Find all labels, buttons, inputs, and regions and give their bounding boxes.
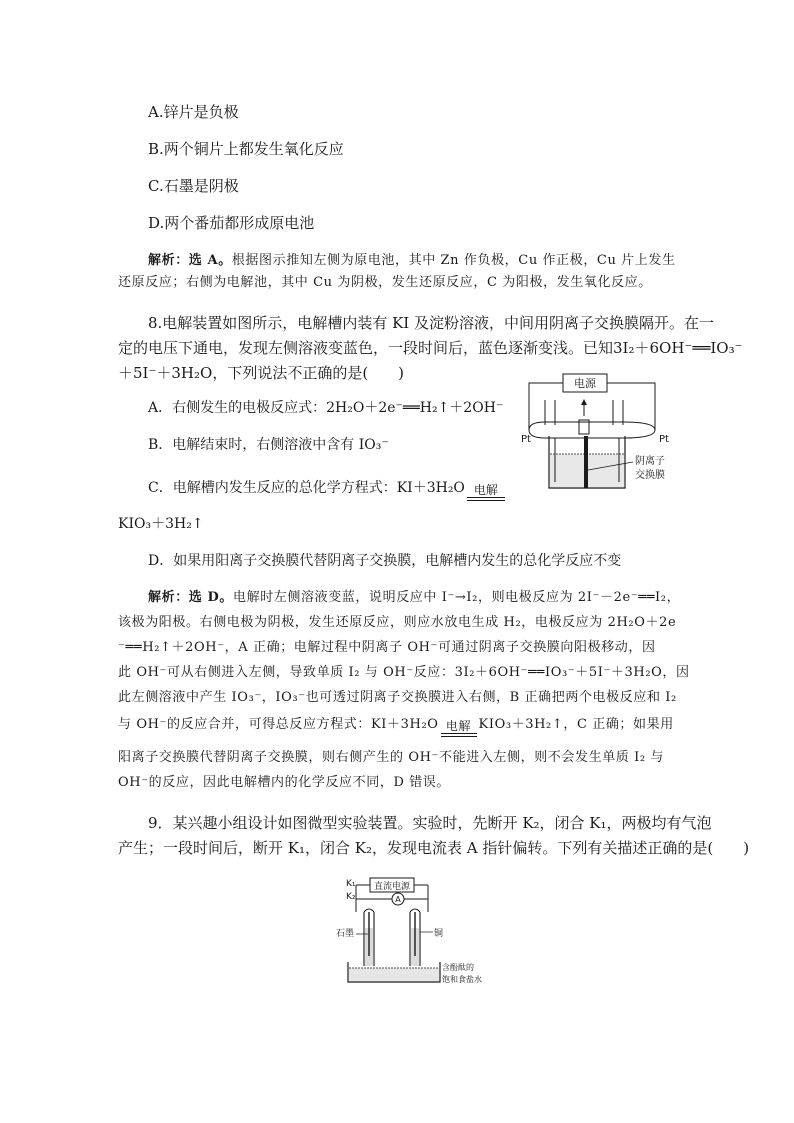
q8-stem-line1: 8.电解装置如图所示，电解槽内装有 KI 及淀粉溶液，中间用阴离子交换膜隔开。在一 — [148, 314, 714, 332]
q8-answer-line2: 该极为阳极。右侧电极为阴极，发生还原反应，则应水放电生成 H₂，电极反应为 2H₂O＋2e — [118, 615, 677, 630]
q9-solution-label-2: 饱和食盐水 — [442, 975, 482, 984]
q8-left-pt-label: Pt — [521, 434, 531, 445]
q9-solution-label-1: 含酚酞的 — [442, 963, 474, 972]
q8-membrane-label-1: 阴离子 — [635, 456, 665, 467]
q8-answer-text6: 与 OH⁻的反应合并，可得总反应方程式：KI＋3H₂O — [118, 717, 439, 732]
q9-k2-label: K₂ — [346, 892, 356, 902]
q7-option-b: B.两个铜片上都发生氧化反应 — [148, 140, 344, 158]
q7-answer-text1: 根据图示推知左侧为原电池，其中 Zn 作负极，Cu 作正极，Cu 片上发生 — [231, 253, 676, 268]
q8-electrolysis-figure — [515, 370, 695, 500]
q8-answer-line6 — [118, 715, 674, 737]
q8-option-b: B．电解结束时，右侧溶液中含有 IO₃⁻ — [148, 437, 389, 453]
q8-answer-line1 — [148, 588, 680, 608]
arrow-up-icon — [581, 399, 587, 405]
q8-option-c-condition: 电解 — [467, 483, 505, 501]
q9-ammeter-label: A — [395, 895, 401, 904]
q8-answer-condition: 电解 — [441, 719, 477, 737]
q8-answer-line7: 阳离子交换膜代替阴离子交换膜，则右侧产生的 OH⁻不能进入左侧，则不会发生单质 I₂ 与 — [118, 750, 665, 765]
q7-answer-line2: 还原反应；右侧为电解池，其中 Cu 为阴极，发生还原反应，C 为阳极，发生氧化反应。 — [118, 275, 652, 290]
q8-answer-line4: 此 OH⁻可从右侧进入左侧，导致单质 I₂ 与 OH⁻反应：3I₂＋6OH⁻══IO₃⁻＋5I⁻＋3H₂O，因 — [118, 665, 690, 680]
q8-answer-label: 解析：选 D。 — [148, 590, 233, 605]
q9-stem-line1: 9．某兴趣小组设计如图微型实验装置。实验时，先断开 K₂，闭合 K₁，两极均有气泡 — [148, 814, 712, 832]
q9-copper-label: 铜 — [434, 929, 444, 939]
right-wire — [607, 383, 655, 430]
q8-option-d: D．如果用阳离子交换膜代替阴离子交换膜，电解槽内发生的总化学反应不变 — [148, 553, 622, 569]
q8-answer-line8: OH⁻的反应，因此电解槽内的化学反应不同，D 错误。 — [118, 775, 451, 790]
u-connector — [529, 430, 655, 438]
q8-membrane-label-2: 交换膜 — [635, 470, 665, 481]
q8-power-label: 电源 — [574, 377, 596, 390]
left-wire — [529, 383, 563, 430]
q9-graphite-label: 石墨 — [336, 929, 355, 939]
u-connector-top — [529, 422, 655, 430]
q8-answer-line3: ⁻══H₂↑＋2OH⁻，A 正确；电解过程中阴离子 OH⁻可通过阴离子交换膜向阳极移动，因 — [118, 640, 656, 655]
q7-option-d: D.两个番茄都形成原电池 — [148, 214, 315, 232]
q7-option-a: A.锌片是负极 — [148, 103, 239, 121]
q9-stem-line2: 产生；一段时间后，断开 K₁，闭合 K₂，发现电流表 A 指针偏转。下列有关描述正确的是( ) — [118, 839, 750, 857]
q9-apparatus-figure — [336, 872, 496, 988]
q8-right-pt-label: Pt — [659, 434, 669, 445]
q8-option-a: A．右侧发生的电极反应式：2H₂O＋2e⁻══H₂↑＋2OH⁻ — [148, 400, 504, 416]
q9-k1-label: K₁ — [346, 879, 356, 889]
q9-power-label: 直流电源 — [373, 882, 411, 892]
q8-option-c-text: C．电解槽内发生反应的总化学方程式：KI＋3H₂O — [148, 480, 465, 496]
q8-answer-text1: 电解时左侧溶液变蓝，说明反应中 I⁻→I₂，则电极反应为 2I⁻－2e⁻══I₂， — [233, 590, 681, 605]
q8-stem-line2: 定的电压下通电，发现左侧溶液变蓝色，一段时间后，蓝色逐渐变浅。已知3I₂＋6OH⁻══IO₃⁻ — [118, 339, 743, 357]
q8-option-c — [148, 477, 507, 501]
trough-liquid — [349, 968, 439, 981]
q7-answer-line1 — [148, 251, 676, 271]
q7-option-c: C.石墨是阴极 — [148, 177, 239, 195]
q8-answer-text6b: KIO₃＋3H₂↑，C 正确；如果用 — [478, 717, 674, 732]
q8-answer-line5: 此左侧溶液中产生 IO₃⁻，IO₃⁻也可透过阴离子交换膜进入右侧，B 正确把两个电极反应和 I₂ — [118, 690, 677, 705]
q7-answer-label: 解析：选 A。 — [148, 253, 232, 268]
membrane — [584, 436, 588, 488]
q8-stem-line3: ＋5I⁻＋3H₂O，下列说法不正确的是( ) — [118, 364, 405, 382]
q8-option-c-cont: KIO₃＋3H₂↑ — [118, 516, 204, 532]
u-tube-tops — [364, 909, 420, 912]
